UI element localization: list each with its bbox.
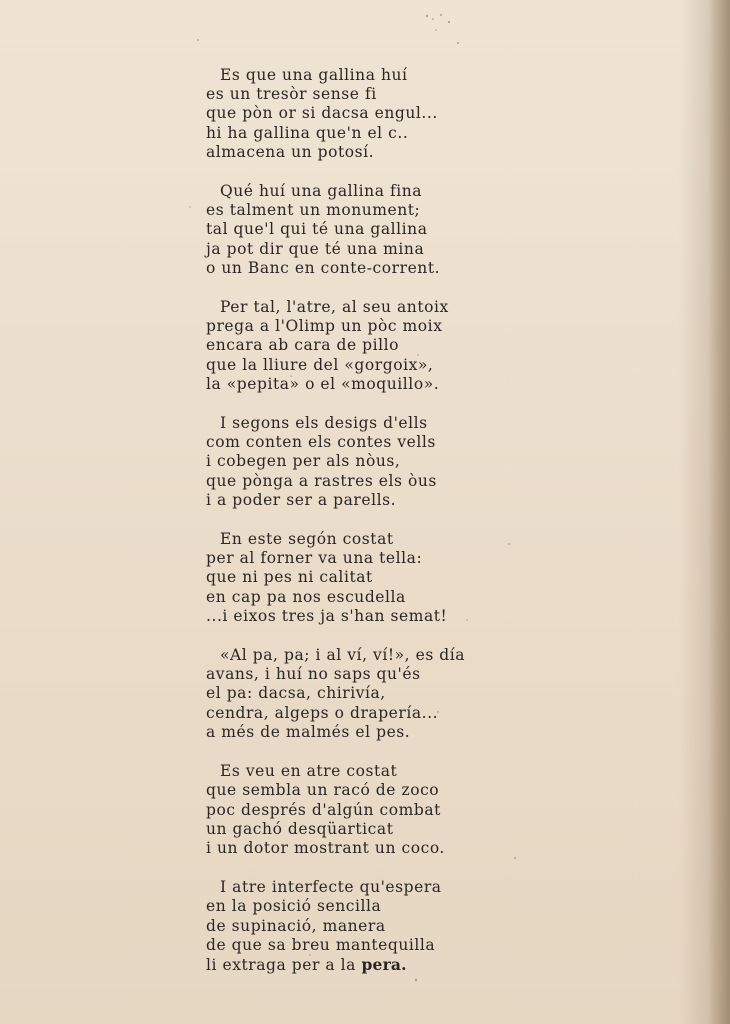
- poem-line: i a poder ser a parells.: [206, 490, 397, 509]
- poem-line: I segons els desigs d'ells: [220, 414, 428, 433]
- poem-line: Qué huí una gallina fina: [220, 182, 423, 201]
- poem-line: que pònga a rastres els òus: [206, 471, 437, 490]
- poem: [206, 66, 496, 995]
- stanza-3: [206, 298, 496, 394]
- poem-line: o un Banc en conte-corrent.: [206, 258, 441, 277]
- poem-line: que la lliure del «gorgoix»,: [206, 355, 434, 374]
- poem-line: i un dotor mostrant un coco.: [206, 838, 445, 857]
- poem-line: que sembla un racó de zoco: [206, 781, 440, 800]
- poem-line: Per tal, l'atre, al seu antoix: [220, 298, 449, 317]
- poem-line: que pòn or si dacsa engul...: [206, 104, 438, 123]
- poem-line: en la posició sencilla: [206, 897, 382, 916]
- poem-line: per al forner va una tella:: [206, 549, 423, 568]
- poem-line: Es veu en atre costat: [220, 762, 398, 781]
- poem-line: es talment un monument;: [206, 201, 421, 220]
- poem-line: es un tresòr sense fi: [206, 85, 377, 104]
- stanza-5: [206, 530, 496, 626]
- poem-line: un gachó desqüarticat: [206, 819, 394, 838]
- poem-line: la «pepita» o el «moquillo».: [206, 374, 440, 393]
- stanza-2: [206, 182, 496, 278]
- poem-line: a més de malmés el pes.: [206, 722, 411, 741]
- poem-line: avans, i huí no saps qu'és: [206, 665, 421, 684]
- stanza-7: [206, 762, 496, 858]
- poem-line: de que sa breu mantequilla: [206, 935, 436, 954]
- poem-line: que ni pes ni calitat: [206, 568, 373, 587]
- stanza-8: [206, 878, 496, 975]
- poem-line: En este segón costat: [220, 530, 394, 549]
- poem-line: ja pot dir que té una mina: [206, 239, 425, 258]
- poem-line: «Al pa, pa; i al ví, ví!», es día: [220, 646, 466, 665]
- poem-line-final: [206, 955, 496, 975]
- stanza-6: [206, 646, 496, 742]
- stanza-1: [206, 66, 496, 162]
- poem-line: ...i eixos tres ja s'han semat!: [206, 606, 448, 625]
- poem-line: de supinació, manera: [206, 916, 386, 935]
- poem-line: el pa: dacsa, chirivía,: [206, 684, 386, 703]
- poem-line: I atre interfecte qu'espera: [220, 878, 442, 897]
- poem-line: cendra, algeps o drapería...: [206, 703, 439, 722]
- bold-word: pera.: [361, 954, 407, 974]
- stanza-4: [206, 414, 496, 510]
- poem-line: Es que una gallina huí: [220, 66, 408, 84]
- poem-line: hi ha gallina que'n el c..: [206, 123, 409, 142]
- poem-line: poc després d'algún combat: [206, 800, 441, 819]
- poem-line: prega a l'Olimp un pòc moix: [206, 317, 443, 336]
- poem-line: en cap pa nos escudella: [206, 587, 406, 606]
- poem-line: tal que'l qui té una gallina: [206, 220, 428, 239]
- poem-line: i cobegen per als nòus,: [206, 452, 401, 471]
- poem-line: encara ab cara de pillo: [206, 336, 400, 355]
- poem-line: almacena un potosí.: [206, 142, 375, 161]
- poem-line: com conten els contes vells: [206, 433, 436, 452]
- poem-line-final-text: li extraga per a la: [206, 955, 356, 974]
